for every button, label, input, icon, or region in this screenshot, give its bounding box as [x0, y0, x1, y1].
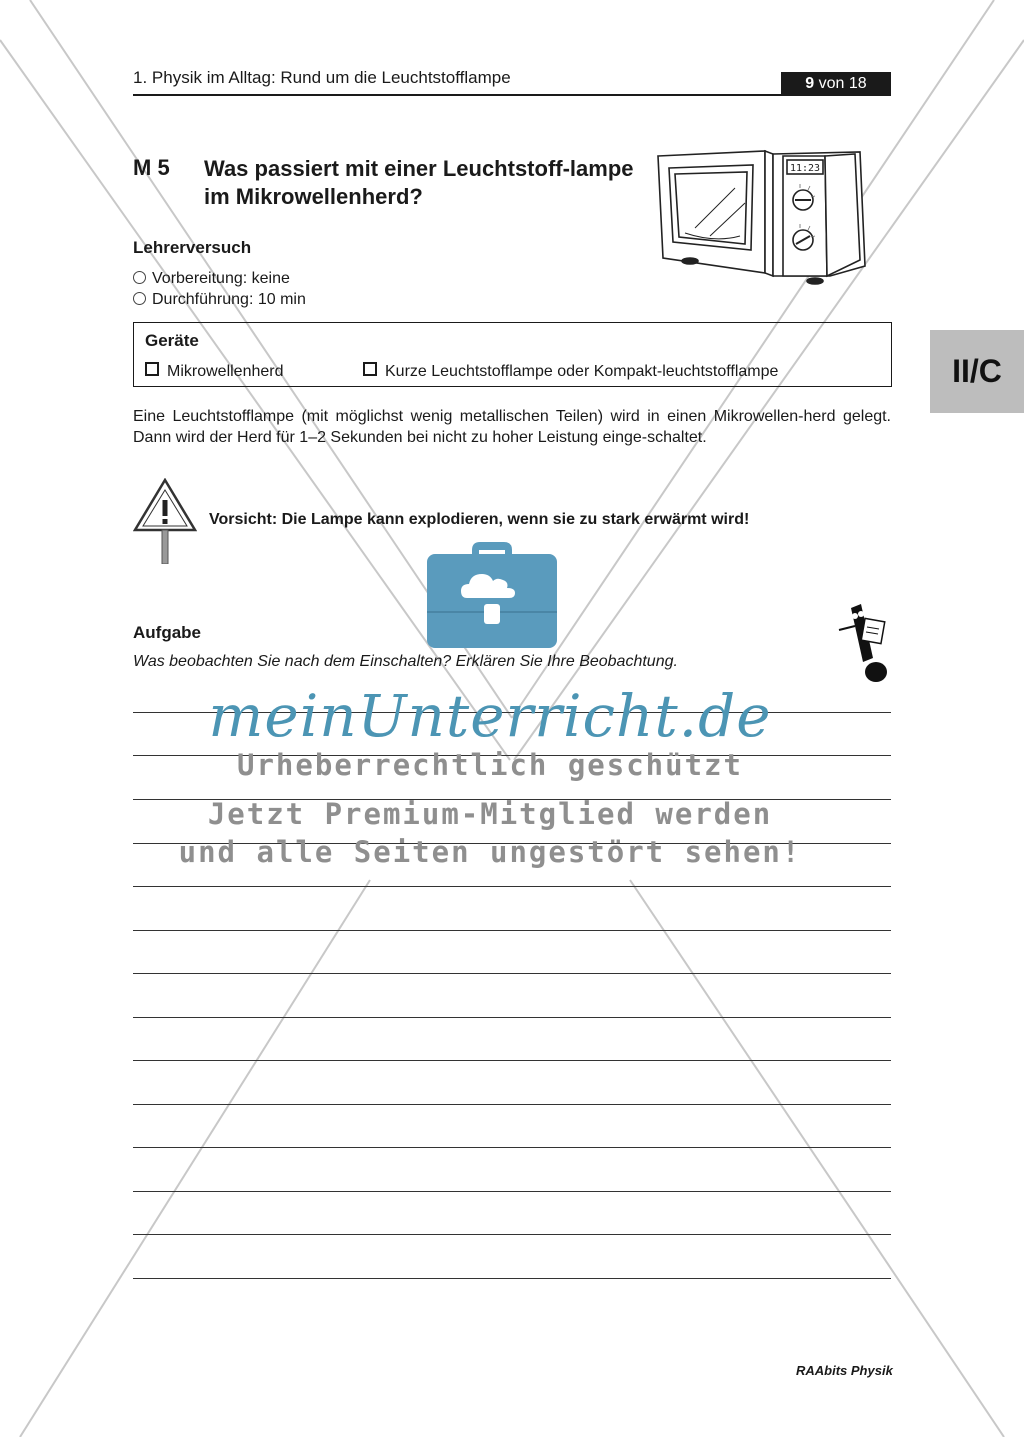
- material-label: M 5: [133, 155, 170, 180]
- answer-line: [133, 930, 891, 931]
- answer-line: [133, 1147, 891, 1148]
- exec-time: Durchführung: 10 min: [152, 291, 306, 308]
- page-title: Was passiert mit einer Leuchtstoff-lampe im Mikrowellenherd?: [204, 156, 634, 209]
- chapter-tab: II/C: [930, 330, 1024, 413]
- equipment-item: [145, 362, 284, 381]
- task-heading: Aufgabe: [133, 623, 201, 642]
- checkbox-icon: [363, 362, 377, 376]
- intro-paragraph: Eine Leuchtstofflampe (mit möglichst wenig metallischen Teilen) wird in einen Mikrowellen-herd gelegt. Dann wird der Herd für 1–2 Sekunden bei nicht zu hoher Leistung einge-schaltet.: [133, 408, 891, 446]
- checkbox-icon: [145, 362, 159, 376]
- prep-time: Vorbereitung: keine: [152, 270, 290, 287]
- answer-line: [133, 973, 891, 974]
- page-indicator: [781, 72, 891, 95]
- warning-sign-icon: [133, 478, 197, 564]
- pencil-mascot-icon: [833, 600, 893, 685]
- page-rest: von 18: [818, 75, 867, 92]
- answer-line: [133, 1017, 891, 1018]
- answer-line: [133, 1234, 891, 1235]
- clock-icon: [133, 271, 146, 284]
- header-title: 1. Physik im Alltag: Rund um die Leuchtstofflampe: [133, 68, 511, 87]
- page-current: 9: [805, 75, 815, 92]
- answer-line: [133, 886, 891, 887]
- microwave-display: 11:23: [789, 163, 821, 174]
- answer-line: [133, 1104, 891, 1105]
- watermark-premium-2: und alle Seiten ungestört sehen!: [178, 835, 802, 869]
- lehrerversuch-heading: Lehrerversuch: [133, 238, 252, 257]
- briefcase-cloud-icon: [427, 540, 557, 648]
- footer-brand: RAAbits Physik: [796, 1363, 893, 1378]
- watermark-brand: meinUnterricht.de: [208, 682, 772, 750]
- watermark-premium: Jetzt Premium-Mitglied werden: [207, 797, 773, 831]
- answer-line: [133, 1278, 891, 1279]
- microwave-illustration: [655, 148, 869, 303]
- header-rule: [133, 94, 891, 96]
- clock-icon: [133, 292, 146, 305]
- task-text: Was beobachten Sie nach dem Einschalten? Erklären Sie Ihre Beobachtung.: [133, 653, 678, 670]
- watermark-copyright: Urheberrechtlich geschützt: [237, 748, 743, 782]
- equipment-label: Kurze Leuchtstofflampe oder Kompakt-leuchtstofflampe: [385, 363, 779, 380]
- answer-line: [133, 1060, 891, 1061]
- equipment-item: [363, 362, 778, 381]
- answer-line: [133, 1191, 891, 1192]
- prep-time-row: [133, 270, 290, 288]
- warning-text: Vorsicht: Die Lampe kann explodieren, wenn sie zu stark erwärmt wird!: [209, 511, 750, 528]
- exec-time-row: [133, 291, 306, 309]
- equipment-heading: Geräte: [145, 331, 199, 350]
- equipment-label: Mikrowellenherd: [167, 363, 284, 380]
